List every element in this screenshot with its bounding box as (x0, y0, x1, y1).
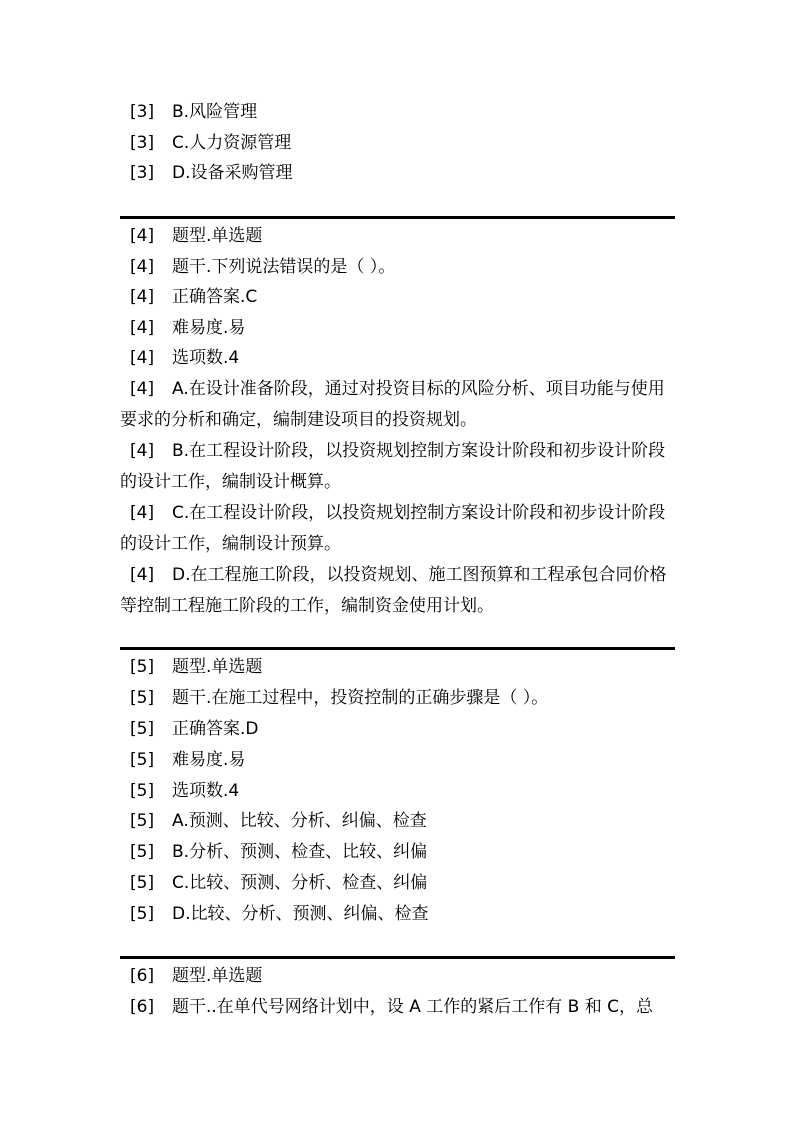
q5-option-c-text: C.比较、预测、分析、检查、纠偏 (172, 873, 428, 893)
q5-number: [5] (130, 842, 155, 862)
q4-number: [4] (130, 226, 155, 246)
q5-difficulty (120, 745, 675, 776)
q6-type (120, 961, 675, 992)
q5-option-count (120, 776, 675, 807)
q5-option-c (120, 868, 675, 899)
q4-answer-text: 正确答案.C (172, 287, 258, 307)
q5-type (120, 652, 675, 683)
section-divider (120, 647, 675, 650)
q4-number: [4] (130, 503, 155, 523)
q5-option-b-text: B.分析、预测、检查、比较、纠偏 (172, 842, 428, 862)
q4-number: [4] (130, 287, 155, 307)
q6-number: [6] (130, 966, 155, 986)
q3-option-d-text: D.设备采购管理 (172, 163, 293, 183)
q6-number: [6] (130, 997, 155, 1017)
q6-type-text: 题型.单选题 (172, 966, 263, 986)
q5-difficulty-text: 难易度.易 (172, 750, 246, 770)
q5-option-count-text: 选项数.4 (172, 781, 240, 801)
q4-option-d (120, 560, 675, 622)
q4-type (120, 221, 675, 252)
q5-number: [5] (130, 750, 155, 770)
q5-type-text: 题型.单选题 (172, 657, 263, 677)
q4-option-c (120, 498, 675, 560)
q4-option-c-text: C.在工程设计阶段，以投资规划控制方案设计阶段和初步设计阶段的设计工作，编制设计预算。 (120, 503, 666, 554)
q4-option-d-text: D.在工程施工阶段，以投资规划、施工图预算和工程承包合同价格等控制工程施工阶段的工作，编制资金使用计划。 (120, 565, 667, 616)
q5-number: [5] (130, 657, 155, 677)
q4-number: [4] (130, 318, 155, 338)
q5-stem-text: 题干.在施工过程中，投资控制的正确步骤是（ ）。 (172, 688, 549, 708)
q4-number: [4] (130, 257, 155, 277)
q3-option-c-text: C.人力资源管理 (172, 133, 292, 153)
q3-option-d (120, 158, 675, 189)
q5-number: [5] (130, 811, 155, 831)
q4-stem (120, 252, 675, 283)
q4-number: [4] (130, 348, 155, 368)
q5-number: [5] (130, 688, 155, 708)
q4-answer (120, 282, 675, 313)
q4-difficulty-text: 难易度.易 (172, 318, 246, 338)
q4-option-count-text: 选项数.4 (172, 348, 240, 368)
q5-answer-text: 正确答案.D (172, 719, 259, 739)
q5-option-d (120, 899, 675, 930)
q6-stem (120, 992, 675, 1023)
q4-stem-text: 题干.下列说法错误的是（ ）。 (172, 257, 396, 277)
q4-option-a (120, 374, 675, 436)
q4-option-b-text: B.在工程设计阶段，以投资规划控制方案设计阶段和初步设计阶段的设计工作，编制设计概算。 (120, 441, 666, 492)
q5-stem (120, 683, 675, 714)
q5-option-a-text: A.预测、比较、分析、纠偏、检查 (172, 811, 427, 831)
q5-option-a (120, 806, 675, 837)
q4-option-b (120, 436, 675, 498)
q6-stem-text: 题干..在单代号网络计划中，设 A 工作的紧后工作有 B 和 C，总 (172, 997, 653, 1017)
section-divider (120, 956, 675, 959)
q4-number: [4] (130, 565, 155, 585)
q5-option-b (120, 837, 675, 868)
q4-option-count (120, 343, 675, 374)
section-divider (120, 216, 675, 219)
q3-option-b-text: B.风险管理 (172, 102, 258, 122)
q5-number: [5] (130, 719, 155, 739)
q4-number: [4] (130, 441, 155, 461)
q5-option-d-text: D.比较、分析、预测、纠偏、检查 (172, 904, 429, 924)
q5-number: [5] (130, 873, 155, 893)
q3-option-b (120, 97, 675, 128)
q4-difficulty (120, 313, 675, 344)
q4-type-text: 题型.单选题 (172, 226, 263, 246)
q5-number: [5] (130, 781, 155, 801)
q4-number: [4] (130, 379, 155, 399)
q3-number: [3] (130, 102, 155, 122)
q4-option-a-text: A.在设计准备阶段，通过对投资目标的风险分析、项目功能与使用要求的分析和确定，编制建设项目的投资规划。 (120, 379, 665, 430)
q3-option-c (120, 128, 675, 159)
q5-number: [5] (130, 904, 155, 924)
q3-number: [3] (130, 163, 155, 183)
q3-number: [3] (130, 133, 155, 153)
q5-answer (120, 714, 675, 745)
